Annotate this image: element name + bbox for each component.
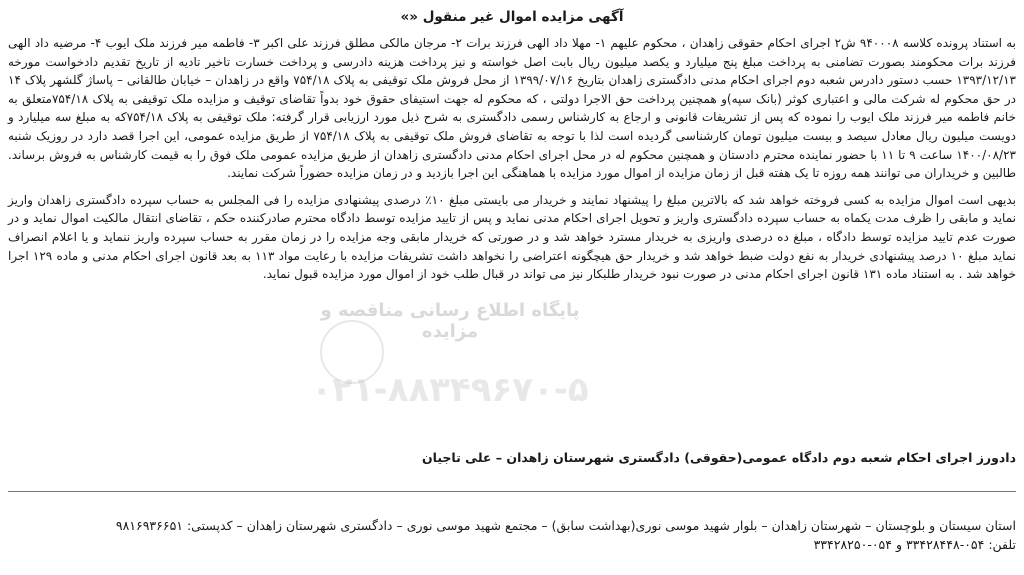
signature-line: دادورز اجرای احکام شعبه دوم دادگاه عمومی(حقوقی) دادگستری شهرستان زاهدان – علی تاجیان xyxy=(421,450,1016,465)
notice-paragraph-1: به استناد پرونده کلاسه ۹۴۰۰۰۸ ش۲ اجرای احکام حقوقی زاهدان ، محکوم علیهم ۱- مهلا داد الهی فرزند برات ۲- مرجان مالکی مطلق فرزند علی اکبر ۳- فاطمه میر فرزند ملک ایوب ۴- مرضیه داد الهی فرزند برات محکومند بصورت تضامنی به پرداخت مبلغ پنج میلیارد و یکصد میلیون ریال بابت اصل خواسته و نیز پرداخت هزینه دادرسی و پرداخت خسارت تاخیر تادیه از تاریخ تقدیم دادخواست مورخه ۱۳۹۳/۱۲/۱۳ حسب دستور دادرس شعبه دوم اجرای احکام مدنی دادگستری زاهدان بتاریخ ۱۳۹۹/۰۷/۱۶ از محل فروش ملک توقیفی به پلاک ۷۵۴/۱۸ واقع در زاهدان – خیابان طالقانی – پاساژ گلشهر پلاک ۱۴ در حق محکوم له شرکت مالی و اعتباری کوثر (بانک سپه)و همچنین پرداخت حق الاجرا دولتی ، که محکوم له جهت استیفای حقوق خود بدواً تقاضای توقیف و مزایده ملک توقیفی به پلاک ۷۵۴/۱۸متعلق به خانم فاطمه میر فرزند ملک ایوب را نموده که پس از تشریفات قانونی و ارجاع به کارشناس رسمی دادگستری به شرح ذیل مورد ارزیابی قرار گرفته: ملک توقیفی به پلاک ۷۵۴/۱۸که به مبلغ سه میلیارد و دویست میلیون ریال معادل سیصد و بیست میلیون تومان کارشناسی گردیده است لذا با توجه به تقاضای فروش ملک توقیفی به پلاک ۷۵۴/۱۸ از طریق مزایده عمومی، این اجرا قصد دارد در روزیک شنبه ۱۴۰۰/۰۸/۲۳ ساعت ۹ تا ۱۱ با حضور نماینده محترم دادستان و همچنین محکوم له در محل اجرای احکام مدنی دادگستری زاهدان از طریق مزایده عمومی ملک فوق را به قیمت کارشناس به فروش برساند. طالبین و خریداران می توانند همه روزه تا یک هفته قبل از زمان مزایده از اموال مورد مزایده با هماهنگی این اجرا بازدید و در زمان مزایده حضوراً شرکت نمایند. xyxy=(8,36,1017,181)
watermark-text: پایگاه اطلاع رسانی مناقصه و مزایده xyxy=(320,300,580,342)
phone-line: تلفن: ۰۵۴-۳۳۴۲۸۴۴۸ و ۰۵۴-۳۳۴۲۸۲۵۰ xyxy=(813,537,1016,552)
watermark-phone: ۰۲۱-۸۸۳۴۹۶۷۰-۵ xyxy=(311,370,589,410)
address-block xyxy=(8,516,1016,554)
address-line: استان سیستان و بلوچستان – شهرستان زاهدان – بلوار شهید موسی نوری(بهداشت سابق) – مجتمع شهید موسی نوری – دادگستری شهرستان زاهدان – کدپستی: ۹۸۱۶۹۳۶۶۵۱ xyxy=(115,518,1016,533)
divider xyxy=(8,491,1016,492)
notice-paragraph-2: بدیهی است اموال مزایده به کسی فروخته خواهد شد که بالاترین مبلغ را پیشنهاد نمایند و خریدار می بایستی مبلغ ۱۰٪ درصدی پیشنهادی مزایده را فی المجلس به حساب سپرده دادگستری زاهدان واریز نماید و مابقی را ظرف مدت یکماه به حساب سپرده دادگستری واریز و تحویل اجرای احکام مدنی نماید و پس از تایید مزایده توسط دادگاه محترم صادرکننده حکم ، تقاضای انتقال مالکیت اموال نماید و در صورت عدم تایید مزایده توسط دادگاه ، مبلغ ده درصدی واریزی به خریدار مسترد خواهد شد و در صورتی که خریدار مابقی وجه مزایده را در زمان مقرر به حساب سپرده واریز ننماید و یا اعلام انصراف نماید مبلغ ۱۰ درصد پیشنهادی خریدار به نفع دولت ضبط خواهد شد و خریدار حق هیچگونه اعتراضی را نخواهد داشت تشریفات مزایده با رعایت مواد ۱۱۳ به بعد قانون اجرای احکام مدنی و ماده ۱۲۹ اجرا خواهد شد . به استناد ماده ۱۳۱ قانون اجرای احکام مدنی در صورت نبود خریدار طلبکار نیز می تواند در قبال طلب خود از اموال مورد مزایده قبول نماید. xyxy=(8,192,1016,282)
notice-title: آگهی مزایده اموال غیر منقول «» xyxy=(400,9,624,25)
